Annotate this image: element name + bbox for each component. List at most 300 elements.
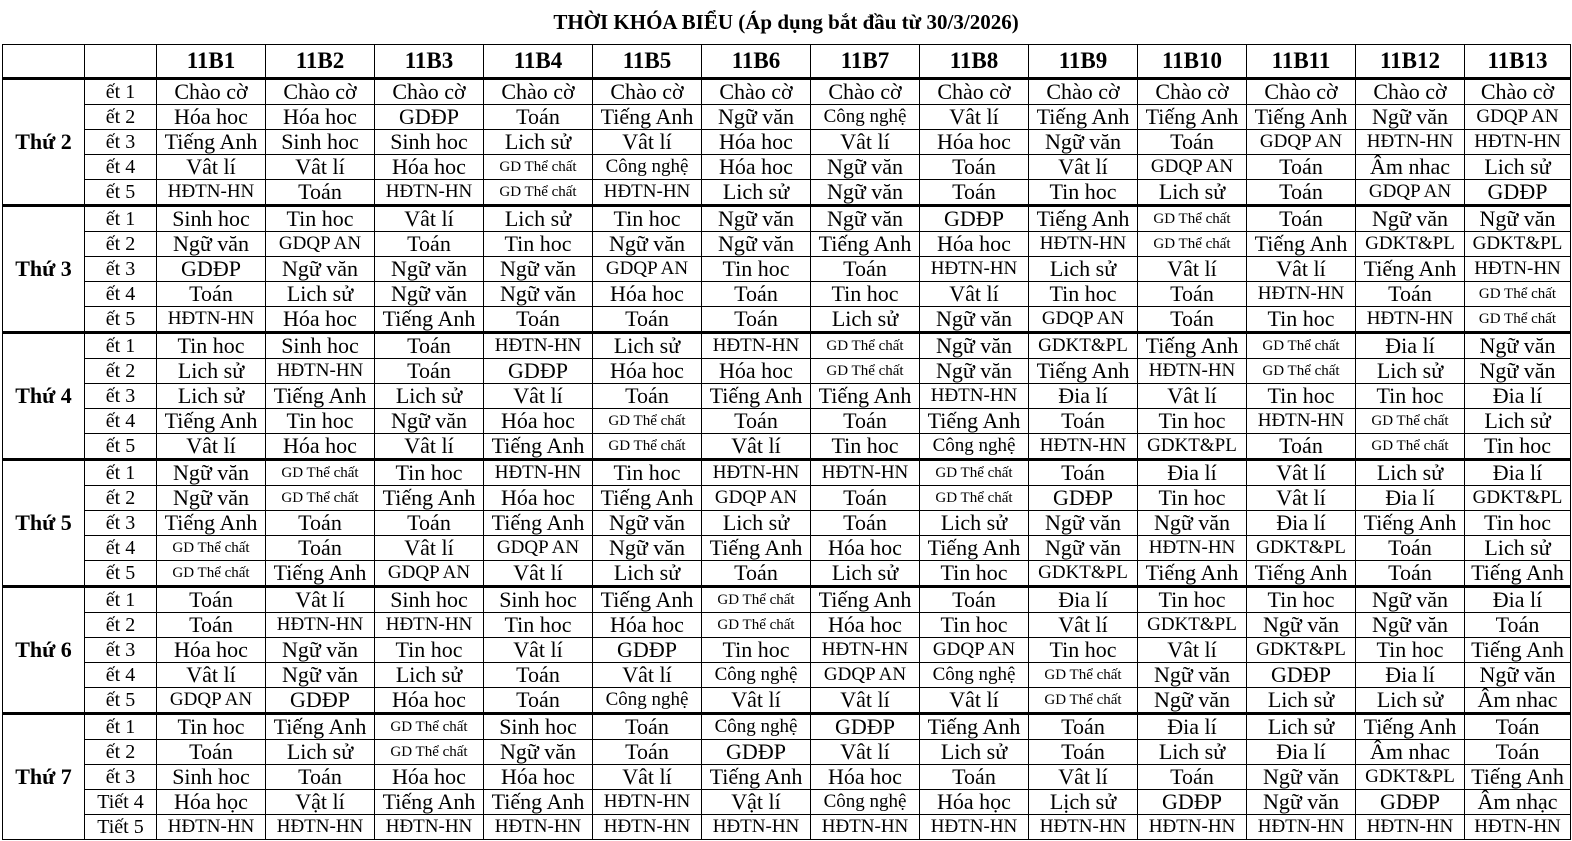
subject-cell: GD Thể chất [1465,282,1571,307]
subject-cell: Lich sử [375,384,484,409]
subject-cell: Ngữ văn [375,257,484,282]
subject-cell: GDKT&PL [1138,434,1247,460]
subject-cell: Chào cờ [375,79,484,105]
subject-cell: GDQP AN [1356,180,1465,206]
subject-cell: Sinh hoc [157,206,266,232]
class-header: 11B10 [1138,45,1247,79]
subject-cell: HĐTN-HN [1356,307,1465,333]
subject-cell: GD Thể chất [484,180,593,206]
class-header: 11B1 [157,45,266,79]
subject-cell: Tin hoc [1029,180,1138,206]
subject-cell: Vât lí [157,155,266,180]
subject-cell: Chào cờ [1138,79,1247,105]
subject-cell: Ngữ văn [702,206,811,232]
subject-cell: Toán [1138,130,1247,155]
subject-cell: GD Thể chất [920,460,1029,486]
subject-cell: Tin hoc [920,613,1029,638]
subject-cell: Hóa hoc [484,409,593,434]
subject-cell: Hóa hoc [593,613,702,638]
subject-cell: Chào cờ [702,79,811,105]
subject-cell: GDQP AN [1247,130,1356,155]
subject-cell: GDĐP [1029,486,1138,511]
subject-cell: Vât lí [484,638,593,663]
period-label: ết 4 [85,409,157,434]
subject-cell: Ngữ văn [1247,613,1356,638]
subject-cell: Hóa hoc [702,130,811,155]
subject-cell: Tiếng Anh [157,130,266,155]
subject-cell: Lich sử [811,561,920,587]
subject-cell: Toán [702,282,811,307]
period-row [3,155,1571,180]
subject-cell: Tiếng Anh [1465,765,1571,790]
subject-cell: Vât lí [157,434,266,460]
subject-cell: Ngữ văn [593,511,702,536]
subject-cell: HĐTN-HN [375,815,484,840]
class-header: 11B11 [1247,45,1356,79]
subject-cell: Toán [1356,536,1465,561]
period-row [3,790,1571,815]
subject-cell: Tiếng Anh [1029,206,1138,232]
period-row [3,307,1571,333]
subject-cell: Lich sử [484,130,593,155]
subject-cell: Tin hoc [920,561,1029,587]
subject-cell: Toán [1247,434,1356,460]
subject-cell: Toán [1247,155,1356,180]
subject-cell: Vât lí [811,740,920,765]
subject-cell: Tin hoc [1356,384,1465,409]
period-label: ết 3 [85,638,157,663]
subject-cell: Vât lí [1138,257,1247,282]
subject-cell: Tin hoc [266,409,375,434]
subject-cell: Ngữ văn [157,486,266,511]
period-label: ết 4 [85,536,157,561]
corner-cell [85,45,157,79]
subject-cell: Tiếng Anh [1356,511,1465,536]
subject-cell: Toán [1247,180,1356,206]
subject-cell: GDQP AN [920,638,1029,663]
period-label: ết 5 [85,434,157,460]
subject-cell: Toán [484,663,593,688]
subject-cell: Ngữ văn [811,155,920,180]
subject-cell: Đia lí [1465,587,1571,613]
subject-cell: Ngữ văn [1465,663,1571,688]
subject-cell: Vât lí [1029,613,1138,638]
subject-cell: Tiếng Anh [1356,714,1465,740]
subject-cell: GDQP AN [484,536,593,561]
subject-cell: Sinh hoc [266,333,375,359]
subject-cell: GD Thể chất [1356,409,1465,434]
subject-cell: Lich sử [1247,714,1356,740]
class-header-row [3,45,1571,79]
subject-cell: Sinh hoc [375,130,484,155]
subject-cell: Ngữ văn [266,257,375,282]
subject-cell: Ngữ văn [1465,206,1571,232]
period-row [3,282,1571,307]
subject-cell: GD Thể chất [811,359,920,384]
subject-cell: GDĐP [593,638,702,663]
subject-cell: Lich sử [1465,536,1571,561]
subject-cell: HĐTN-HN [1247,815,1356,840]
subject-cell: Vât lí [1247,460,1356,486]
subject-cell: HĐTN-HN [920,384,1029,409]
period-row [3,180,1571,206]
subject-cell: Ngữ văn [157,460,266,486]
subject-cell: Ngữ văn [1465,333,1571,359]
subject-cell: Toán [920,155,1029,180]
subject-cell: GD Thể chất [1029,688,1138,714]
period-label: Tiết 5 [85,815,157,840]
subject-cell: Toán [1465,613,1571,638]
timetable-body [3,79,1571,840]
subject-cell: GDQP AN [1029,307,1138,333]
class-header: 11B5 [593,45,702,79]
subject-cell: Đia lí [1247,740,1356,765]
period-label: ết 3 [85,130,157,155]
period-row [3,257,1571,282]
subject-cell: Lich sử [702,511,811,536]
subject-cell: Ngữ văn [1138,511,1247,536]
subject-cell: Hóa hoc [375,688,484,714]
subject-cell: Toán [1247,206,1356,232]
subject-cell: HĐTN-HN [1356,815,1465,840]
subject-cell: Vât lí [375,536,484,561]
period-row [3,409,1571,434]
period-label: ết 1 [85,333,157,359]
period-row [3,486,1571,511]
subject-cell: HĐTN-HN [1029,434,1138,460]
period-row [3,688,1571,714]
subject-cell: GDKT&PL [1465,486,1571,511]
timetable [2,44,1571,840]
subject-cell: Hóa hoc [266,307,375,333]
subject-cell: Lich sử [375,663,484,688]
subject-cell: Chào cờ [157,79,266,105]
subject-cell: GDQP AN [375,561,484,587]
subject-cell: Vât lí [484,384,593,409]
subject-cell: Sinh hoc [484,587,593,613]
subject-cell: Toán [484,105,593,130]
subject-cell: Ngữ văn [1029,536,1138,561]
subject-cell: Vât lí [593,663,702,688]
subject-cell: GDĐP [702,740,811,765]
subject-cell: Tiếng Anh [484,434,593,460]
period-label: ết 2 [85,486,157,511]
period-row [3,765,1571,790]
subject-cell: Âm nhac [1356,155,1465,180]
subject-cell: Tiếng Anh [1465,561,1571,587]
subject-cell: Sinh hoc [266,130,375,155]
subject-cell: Toán [702,307,811,333]
subject-cell: Tiếng Anh [1029,359,1138,384]
subject-cell: Tin hoc [593,460,702,486]
class-header: 11B3 [375,45,484,79]
subject-cell: Ngữ văn [1138,663,1247,688]
subject-cell: Lich sử [1465,409,1571,434]
subject-cell: Tin hoc [157,333,266,359]
subject-cell: Tin hoc [593,206,702,232]
subject-cell: GDKT&PL [1465,232,1571,257]
period-row [3,79,1571,105]
subject-cell: HĐTN-HN [157,815,266,840]
subject-cell: Ngữ văn [811,180,920,206]
subject-cell: Ngữ văn [157,232,266,257]
subject-cell: Tiếng Anh [593,587,702,613]
subject-cell: Ngữ văn [1465,359,1571,384]
subject-cell: Hóa hoc [484,486,593,511]
subject-cell: Ngữ văn [1029,511,1138,536]
subject-cell: GDQP AN [702,486,811,511]
subject-cell: Toán [1356,282,1465,307]
subject-cell: HĐTN-HN [1247,282,1356,307]
subject-cell: Lịch sử [1029,790,1138,815]
subject-cell: Ngữ văn [593,536,702,561]
subject-cell: Tin hoc [157,714,266,740]
subject-cell: Ngữ văn [702,232,811,257]
subject-cell: Toán [375,232,484,257]
subject-cell: Đia lí [1029,587,1138,613]
subject-cell: Đia lí [1465,460,1571,486]
subject-cell: Toán [375,333,484,359]
subject-cell: Vât lí [920,688,1029,714]
period-label: ết 4 [85,155,157,180]
subject-cell: Ngữ văn [375,282,484,307]
subject-cell: HĐTN-HN [593,815,702,840]
period-row [3,638,1571,663]
subject-cell: Tiếng Anh [811,384,920,409]
period-label: ết 4 [85,282,157,307]
subject-cell: Chào cờ [1356,79,1465,105]
subject-cell: Vât lí [1029,155,1138,180]
day-label: Thứ 5 [3,460,85,587]
subject-cell: Tiếng Anh [1465,638,1571,663]
subject-cell: Ngữ văn [1356,613,1465,638]
subject-cell: Tin hoc [1465,434,1571,460]
subject-cell: Tiếng Anh [811,232,920,257]
subject-cell: Toán [593,307,702,333]
day-label: Thứ 2 [3,79,85,206]
subject-cell: Ngữ văn [1247,765,1356,790]
subject-cell: Toán [1029,714,1138,740]
subject-cell: Tiếng Anh [593,105,702,130]
day-label: Thứ 7 [3,714,85,840]
subject-cell: Toán [266,511,375,536]
subject-cell: GDQP AN [1465,105,1571,130]
subject-cell: Vât lí [1138,638,1247,663]
subject-cell: Vât lí [593,130,702,155]
subject-cell: Toán [375,359,484,384]
subject-cell: Ngữ văn [1356,587,1465,613]
subject-cell: HĐTN-HN [1356,130,1465,155]
subject-cell: Vât lí [593,765,702,790]
subject-cell: Toán [157,282,266,307]
subject-cell: Hóa hoc [593,359,702,384]
period-label: ết 1 [85,587,157,613]
subject-cell: Lich sử [1247,688,1356,714]
subject-cell: GDKT&PL [1029,561,1138,587]
subject-cell: Lich sử [484,206,593,232]
subject-cell: GD Thể chất [157,536,266,561]
subject-cell: Toán [266,536,375,561]
subject-cell: Vât lí [811,688,920,714]
subject-cell: Tiếng Anh [266,561,375,587]
subject-cell: Tin hoc [811,282,920,307]
subject-cell: Vât lí [702,688,811,714]
day-label: Thứ 3 [3,206,85,333]
subject-cell: HĐTN-HN [1138,815,1247,840]
subject-cell: Vât lí [702,434,811,460]
subject-cell: Lich sử [593,561,702,587]
subject-cell: GD Thể chất [811,333,920,359]
subject-cell: GDĐP [1465,180,1571,206]
subject-cell: Toán [593,714,702,740]
subject-cell: GDKT&PL [1356,765,1465,790]
subject-cell: Toán [1029,460,1138,486]
subject-cell: GD Thể chất [266,486,375,511]
subject-cell: Vât lí [375,434,484,460]
period-row [3,130,1571,155]
subject-cell: HĐTN-HN [593,180,702,206]
subject-cell: Chào cờ [1029,79,1138,105]
subject-cell: HĐTN-HN [1138,359,1247,384]
subject-cell: Tin hoc [1465,511,1571,536]
subject-cell: Toán [702,561,811,587]
class-header: 11B12 [1356,45,1465,79]
subject-cell: Chào cờ [1247,79,1356,105]
subject-cell: Toán [593,384,702,409]
subject-cell: Hóa hoc [702,359,811,384]
subject-cell: Công nghệ [920,663,1029,688]
period-label: ết 1 [85,206,157,232]
subject-cell: Toán [811,486,920,511]
subject-cell: Ngữ văn [375,409,484,434]
subject-cell: GD Thể chất [702,613,811,638]
class-header: 11B4 [484,45,593,79]
period-row [3,714,1571,740]
subject-cell: Ngữ văn [811,206,920,232]
subject-cell: Toán [1138,282,1247,307]
subject-cell: Hóa hoc [811,765,920,790]
subject-cell: Toán [920,587,1029,613]
subject-cell: HĐTN-HN [811,460,920,486]
subject-cell: Lich sử [266,740,375,765]
subject-cell: Hóa hoc [157,638,266,663]
subject-cell: GD Thể chất [375,740,484,765]
subject-cell: HĐTN-HN [375,180,484,206]
subject-cell: Hóa hoc [593,282,702,307]
subject-cell: Công nghệ [702,663,811,688]
subject-cell: Tiếng Anh [811,587,920,613]
subject-cell: HĐTN-HN [702,333,811,359]
subject-cell: Vật lí [266,790,375,815]
subject-cell: Hóa học [920,790,1029,815]
subject-cell: HĐTN-HN [157,180,266,206]
subject-cell: GDĐP [375,105,484,130]
subject-cell: Tin hoc [1247,384,1356,409]
subject-cell: Ngữ văn [920,307,1029,333]
subject-cell: Ngữ văn [266,663,375,688]
period-label: ết 2 [85,613,157,638]
period-row [3,815,1571,840]
subject-cell: Tin hoc [375,638,484,663]
subject-cell: GDKT&PL [1356,232,1465,257]
subject-cell: Ngữ văn [484,282,593,307]
subject-cell: Tin hoc [266,206,375,232]
subject-cell: Toán [1465,714,1571,740]
subject-cell: Tin hoc [702,638,811,663]
period-label: ết 2 [85,232,157,257]
period-row [3,536,1571,561]
subject-cell: Tin hoc [1247,587,1356,613]
subject-cell: Hóa hoc [375,155,484,180]
subject-cell: Tiếng Anh [702,384,811,409]
subject-cell: GDKT&PL [1029,333,1138,359]
subject-cell: GDĐP [1356,790,1465,815]
subject-cell: Lich sử [920,740,1029,765]
subject-cell: Ngữ văn [1247,790,1356,815]
subject-cell: GD Thể chất [266,460,375,486]
subject-cell: Lich sử [266,282,375,307]
subject-cell: Tin hoc [1247,307,1356,333]
subject-cell: Vât lí [920,105,1029,130]
subject-cell: Toán [375,511,484,536]
subject-cell: GD Thể chất [1465,307,1571,333]
subject-cell: HĐTN-HN [811,638,920,663]
subject-cell: Tiếng Anh [702,536,811,561]
subject-cell: GD Thể chất [375,714,484,740]
subject-cell: Lich sử [157,384,266,409]
subject-cell: Tiếng Anh [920,714,1029,740]
period-row [3,232,1571,257]
subject-cell: HĐTN-HN [484,333,593,359]
period-label: ết 3 [85,511,157,536]
subject-cell: HĐTN-HN [811,815,920,840]
subject-cell: Lich sử [1138,740,1247,765]
subject-cell: HĐTN-HN [593,790,702,815]
subject-cell: HĐTN-HN [702,460,811,486]
subject-cell: Tiếng Anh [266,384,375,409]
subject-cell: Tin hoc [811,434,920,460]
subject-cell: GDKT&PL [1138,613,1247,638]
subject-cell: Công nghệ [811,790,920,815]
subject-cell: Lich sử [593,333,702,359]
period-label: ết 5 [85,180,157,206]
subject-cell: Vât lí [1247,257,1356,282]
subject-cell: Toán [702,409,811,434]
subject-cell: Âm nhac [1465,688,1571,714]
period-label: ết 1 [85,79,157,105]
subject-cell: Lich sử [157,359,266,384]
subject-cell: GDĐP [811,714,920,740]
subject-cell: Tiếng Anh [1138,105,1247,130]
subject-cell: Tiếng Anh [593,486,702,511]
subject-cell: Ngữ văn [1138,688,1247,714]
subject-cell: HĐTN-HN [266,359,375,384]
subject-cell: Ngữ văn [1029,130,1138,155]
subject-cell: Tiếng Anh [1247,105,1356,130]
subject-cell: GD Thể chất [484,155,593,180]
subject-cell: GDĐP [1247,663,1356,688]
subject-cell: Chào cờ [920,79,1029,105]
subject-cell: GD Thể chất [920,486,1029,511]
subject-cell: Toán [811,257,920,282]
subject-cell: Tiếng Anh [266,714,375,740]
subject-cell: Tiếng Anh [920,409,1029,434]
subject-cell: HĐTN-HN [266,815,375,840]
subject-cell: Toán [1356,561,1465,587]
subject-cell: GDQP AN [811,663,920,688]
period-row [3,384,1571,409]
subject-cell: HĐTN-HN [484,460,593,486]
